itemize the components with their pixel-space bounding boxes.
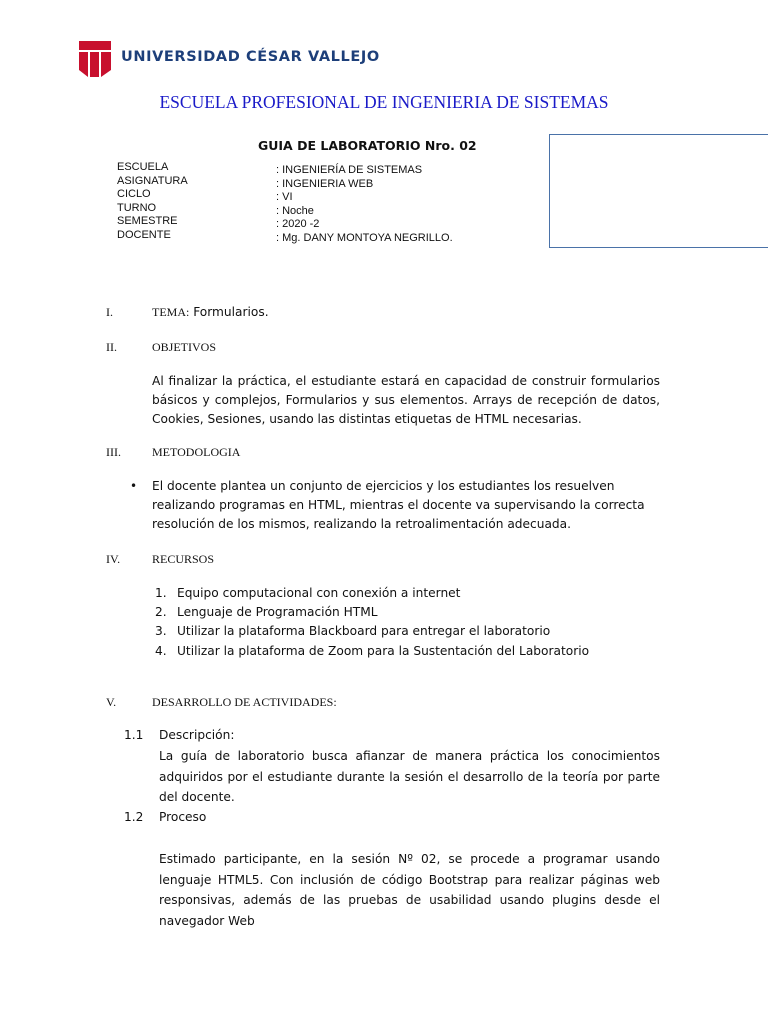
university-logo-icon xyxy=(78,40,112,78)
list-item xyxy=(155,622,589,641)
meta-label: TURNO xyxy=(117,201,157,214)
list-number: 4. xyxy=(155,643,167,658)
meta-value: : Mg. DANY MONTOYA NEGRILLO. xyxy=(276,231,453,244)
subsection-title: Descripción: xyxy=(159,728,235,742)
meta-value: : INGENIERÍA DE SISTEMAS xyxy=(276,164,423,176)
list-text: Utilizar la plataforma Blackboard para entregar el laboratorio xyxy=(177,624,551,639)
list-item xyxy=(155,584,589,603)
list-text: Utilizar la plataforma de Zoom para la Sustentación del Laboratorio xyxy=(177,643,590,658)
section-number: I. xyxy=(106,305,113,319)
subsection-number: 1.2 xyxy=(124,810,144,824)
meta-value: : VI xyxy=(276,191,293,204)
meta-value: : INGENIERIA WEB xyxy=(276,177,374,190)
guide-title: GUIA DE LABORATORIO Nro. 02 xyxy=(258,138,477,153)
metodologia-line: realizando programas en HTML, mientras el docente va supervisando la correcta xyxy=(152,498,645,512)
meta-label: SEMESTRE xyxy=(117,215,178,228)
section-number: IV. xyxy=(106,552,121,566)
university-name: UNIVERSIDAD CÉSAR VALLEJO xyxy=(121,49,380,65)
section-title: RECURSOS xyxy=(152,552,215,566)
list-number: 1. xyxy=(155,586,167,600)
recursos-list xyxy=(155,584,589,661)
metodologia-line: El docente plantea un conjunto de ejercicios y los estudiantes los resuelven xyxy=(152,479,615,493)
meta-label: ESCUELA xyxy=(117,161,169,173)
list-item xyxy=(155,603,589,622)
metodologia-line: resolución de los mismos, realizando la retroalimentación adecuada. xyxy=(152,517,571,531)
descripcion-paragraph: La guía de laboratorio busca afianzar de manera práctica los conocimientos adquiridos por el estudiante durante la sesión el desarrollo de la teoría por parte del docente. xyxy=(159,749,660,804)
meta-label: ASIGNATURA xyxy=(117,174,188,187)
section-title: METODOLOGIA xyxy=(152,445,241,459)
section-title: TEMA: xyxy=(152,305,190,319)
subsection-title: Proceso xyxy=(159,810,207,824)
meta-label: CICLO xyxy=(117,188,151,201)
section-title: DESARROLLO DE ACTIVIDADES: xyxy=(152,695,337,709)
meta-value: : 2020 -2 xyxy=(276,218,320,231)
section-tema xyxy=(152,305,269,320)
section-number: II. xyxy=(106,340,117,354)
objetivos-paragraph: Al finalizar la práctica, el estudiante estará en capacidad de construir formularios básicos y complejos, Formularios y sus elementos. Arrays de recepción de datos, Cookies, Sesiones, usando las distintas etiquetas de HTML necesarias. xyxy=(152,374,660,426)
meta-labels xyxy=(117,161,188,243)
meta-value: : Noche xyxy=(276,204,314,217)
list-item xyxy=(155,642,589,661)
proceso-paragraph: Estimado participante, en la sesión Nº 02, se procede a programar usando lenguaje HTML5. Con inclusión de código Bootstrap para realizar páginas web responsivas, además de las pruebas de usabilidad usando plugins desde el navegador Web xyxy=(159,852,660,928)
tema-text: Formularios. xyxy=(189,305,269,319)
bullet-icon: • xyxy=(130,479,138,493)
meta-values xyxy=(276,164,453,246)
section-number: V. xyxy=(106,695,117,709)
subsection-number: 1.1 xyxy=(124,728,144,742)
section-number: III. xyxy=(106,445,121,459)
list-text: Equipo computacional con conexión a internet xyxy=(177,586,461,600)
list-number: 2. xyxy=(155,605,167,620)
metodologia-paragraph xyxy=(152,477,667,534)
school-title: ESCUELA PROFESIONAL DE INGENIERIA DE SISTEMAS xyxy=(159,92,609,112)
list-number: 3. xyxy=(155,624,167,639)
list-text: Lenguaje de Programación HTML xyxy=(177,605,378,620)
empty-frame-box xyxy=(549,134,768,248)
section-title: OBJETIVOS xyxy=(152,340,217,354)
meta-label: DOCENTE xyxy=(117,228,171,241)
